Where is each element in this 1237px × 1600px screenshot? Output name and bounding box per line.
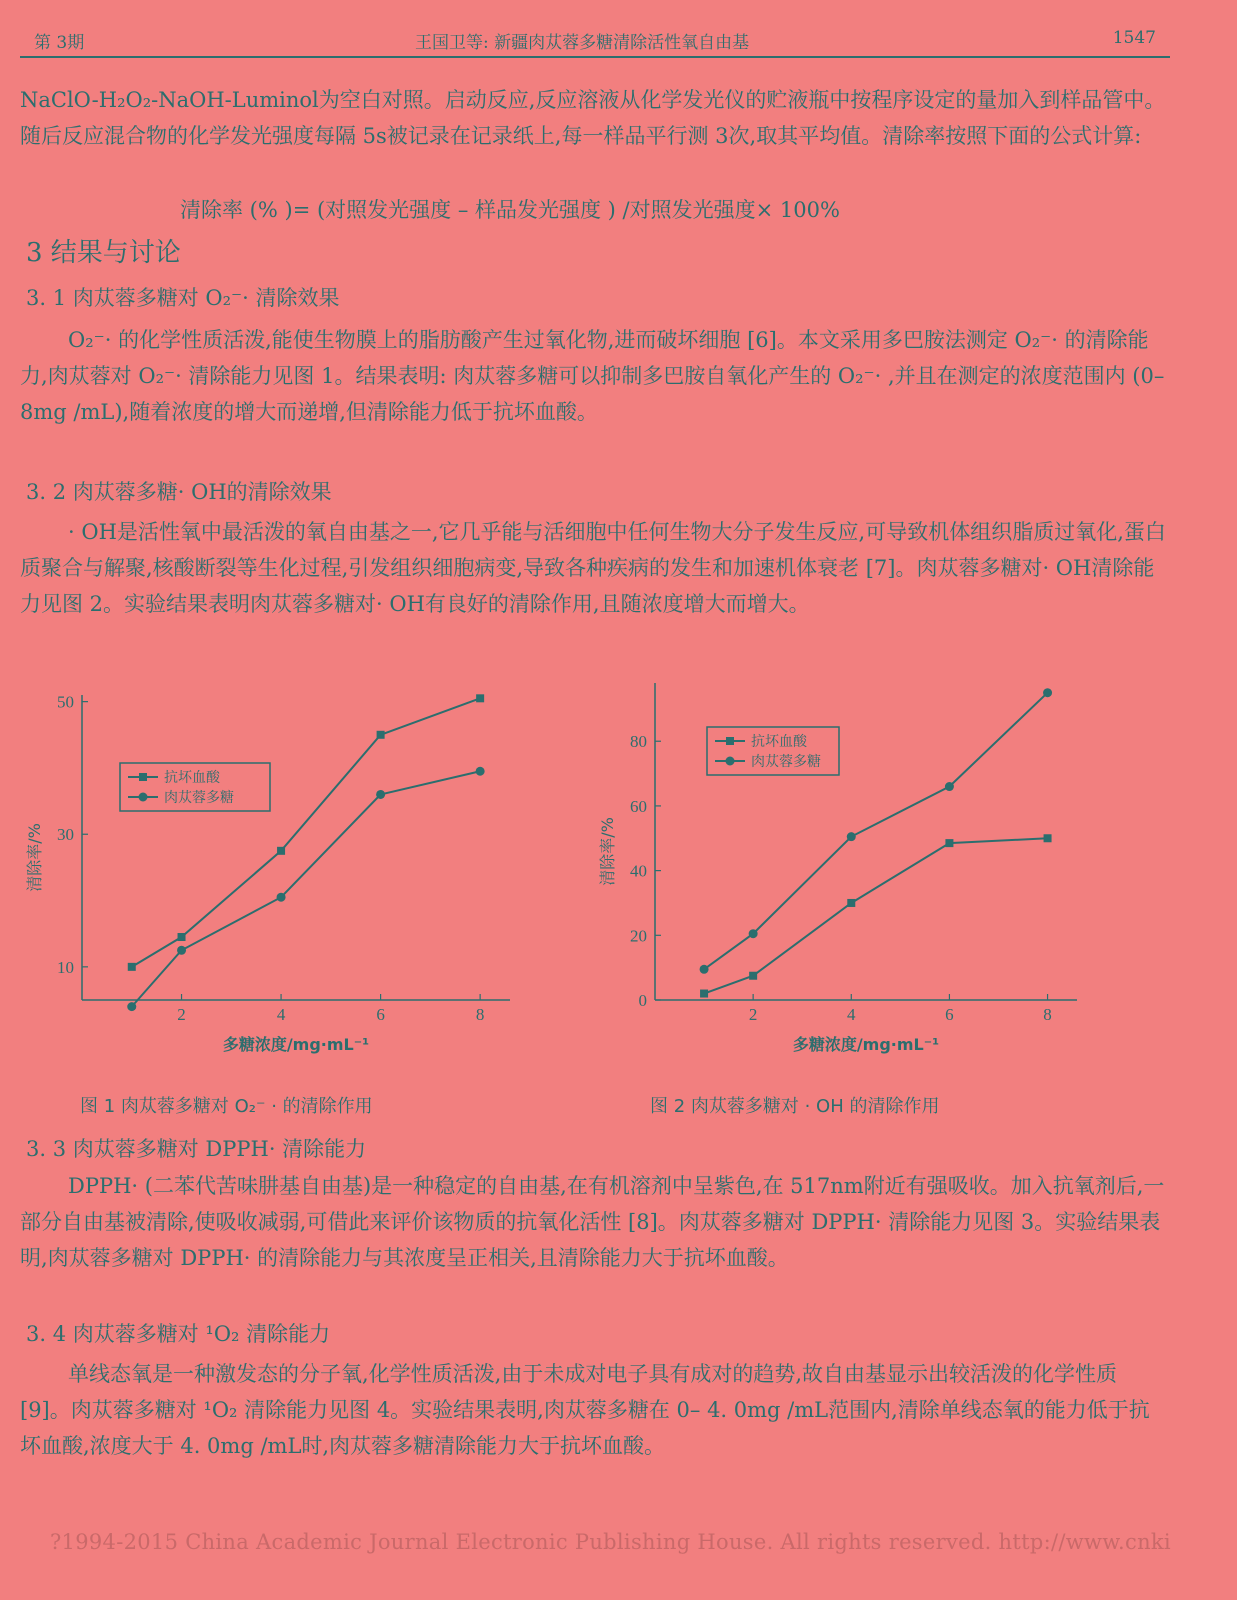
data-point-square: [476, 694, 484, 702]
figure-2-chart: [585, 675, 1115, 1080]
copyright-watermark: ?1994-2015 China Academic Journal Electronic Publishing House. All rights reserved. http://www.cnki: [50, 1530, 1171, 1554]
data-point-circle: [1043, 688, 1052, 697]
data-point-circle: [177, 946, 186, 955]
y-tick-label: 60: [630, 796, 647, 816]
data-point-circle: [847, 832, 856, 841]
data-point-circle: [700, 965, 709, 974]
method-paragraph: NaClO-H₂O₂-NaOH-Luminol为空白对照。启动反应,反应溶液从化学发光仪的贮液瓶中按程序设定的量加入到样品管中。随后反应混合物的化学发光强度每隔 5s被记录在记录纸上,每一样品平行测 3次,取其平均值。清除率按照下面的公式计算:: [20, 88, 1166, 148]
data-point-square: [178, 933, 186, 941]
page-number: 1547: [1112, 28, 1156, 48]
data-point-circle: [476, 767, 485, 776]
x-axis-label: 多糖浓度/mg·mL⁻¹: [792, 1035, 940, 1054]
data-point-circle: [277, 893, 286, 902]
figure-1-caption: 图 1 肉苁蓉多糖对 O₂⁻ · 的清除作用: [80, 1096, 373, 1117]
data-point-square: [128, 963, 136, 971]
legend-marker-circle: [726, 757, 735, 766]
legend-label: 肉苁蓉多糖: [751, 754, 821, 770]
section-3-2-text: · OH是活性氧中最活泼的氧自由基之一,它几乎能与活细胞中任何生物大分子发生反应,可导致机体组织脂质过氧化,蛋白质聚合与解聚,核酸断裂等生化过程,引发组织细胞病变,导致各种疾病的发生和加速机体衰老 [7]。肉苁蓉多糖对· OH清除能力见图 2。实验结果表明肉苁蓉多糖对· OH有良好的清除作用,且随浓度增大而增大。: [20, 520, 1166, 616]
data-point-circle: [945, 782, 954, 791]
section-3-3-text: DPPH· (二苯代苦味肼基自由基)是一种稳定的自由基,在有机溶剂中呈紫色,在 517nm附近有强吸收。加入抗氧剂后,一部分自由基被清除,使吸收减弱,可借此来评价该物质的抗氧化活性 [8]。肉苁蓉多糖对 DPPH· 清除能力见图 3。实验结果表明,肉苁蓉多糖对 DPPH· 的清除能力与其浓度呈正相关,且清除能力大于抗坏血酸。: [20, 1174, 1165, 1270]
data-point-circle: [749, 929, 758, 938]
data-point-circle: [376, 790, 385, 799]
y-tick-label: 50: [57, 692, 74, 712]
series-line: [132, 771, 480, 1006]
x-tick-label: 8: [1043, 1005, 1052, 1024]
y-tick-label: 30: [57, 825, 74, 845]
legend-label: 抗坏血酸: [164, 770, 220, 786]
data-point-square: [377, 731, 385, 739]
section-3-3-heading: 3. 3 肉苁蓉多糖对 DPPH· 清除能力: [26, 1137, 367, 1161]
section-3-1-heading: 3. 1 肉苁蓉多糖对 O₂⁻· 清除效果: [26, 286, 340, 310]
y-tick-label: 80: [630, 732, 647, 752]
x-tick-label: 4: [847, 1005, 856, 1024]
running-title: 王国卫等: 新疆肉苁蓉多糖清除活性氧自由基: [415, 33, 750, 53]
x-tick-label: 6: [376, 1005, 385, 1024]
section-3-1-text: O₂⁻· 的化学性质活泼,能使生物膜上的脂肪酸产生过氧化物,进而破坏细胞 [6]。本文采用多巴胺法测定 O₂⁻· 的清除能力,肉苁蓉对 O₂⁻· 清除能力见图 1。结果表明: 肉苁蓉多糖可以抑制多巴胺自氧化产生的 O₂⁻· ,并且在测定的浓度范围内 (0– 8mg /mL),随着浓度的增大而递增,但清除能力低于抗坏血酸。: [20, 328, 1165, 424]
section-3-4-heading: 3. 4 肉苁蓉多糖对 ¹O₂ 清除能力: [26, 1322, 331, 1346]
data-point-square: [945, 839, 953, 847]
data-point-circle: [127, 1002, 136, 1011]
section-3-4-text: 单线态氧是一种激发态的分子氧,化学性质活泼,由于未成对电子具有成对的趋势,故自由基显示出较活泼的化学性质 [9]。肉苁蓉多糖对 ¹O₂ 清除能力见图 4。实验结果表明,肉苁蓉多糖在 0– 4. 0mg /mL范围内,清除单线态氧的能力低于抗坏血酸,浓度大于 4. 0mg /mL时,肉苁蓉多糖清除能力大于抗坏血酸。: [20, 1362, 1150, 1458]
issue-number: 第 3期: [34, 33, 85, 53]
legend-label: 肉苁蓉多糖: [164, 790, 234, 806]
figure-2-caption: 图 2 肉苁蓉多糖对 · OH 的清除作用: [650, 1096, 940, 1117]
figure-1-chart: [20, 675, 580, 1080]
data-point-square: [749, 972, 757, 980]
y-axis-label: 清除率/%: [598, 817, 617, 886]
data-point-square: [1044, 834, 1052, 842]
x-tick-label: 2: [748, 1005, 758, 1024]
section-3-heading: 3 结果与讨论: [26, 238, 181, 268]
legend-marker-square: [726, 737, 734, 745]
y-tick-label: 0: [638, 991, 647, 1010]
data-point-square: [700, 990, 708, 998]
x-tick-label: 8: [475, 1005, 485, 1024]
section-3-2-heading: 3. 2 肉苁蓉多糖· OH的清除效果: [26, 480, 332, 504]
running-header: [20, 22, 1170, 58]
series-line: [704, 838, 1047, 993]
legend-marker-circle: [139, 793, 148, 802]
formula: 清除率 (% )= (对照发光强度 – 样品发光强度 ) /对照发光强度× 100%: [180, 198, 840, 222]
y-tick-label: 40: [630, 861, 647, 881]
x-axis-label: 多糖浓度/mg·mL⁻¹: [222, 1035, 370, 1054]
series-line: [132, 698, 480, 967]
x-tick-label: 6: [945, 1005, 954, 1024]
y-tick-label: 10: [57, 957, 74, 977]
data-point-square: [277, 847, 285, 855]
x-tick-label: 2: [177, 1005, 186, 1024]
legend-label: 抗坏血酸: [751, 734, 807, 750]
legend-marker-square: [139, 773, 147, 781]
data-point-square: [847, 899, 855, 907]
y-tick-label: 20: [630, 926, 647, 946]
y-axis-label: 清除率/%: [25, 823, 44, 892]
x-tick-label: 4: [276, 1005, 286, 1024]
